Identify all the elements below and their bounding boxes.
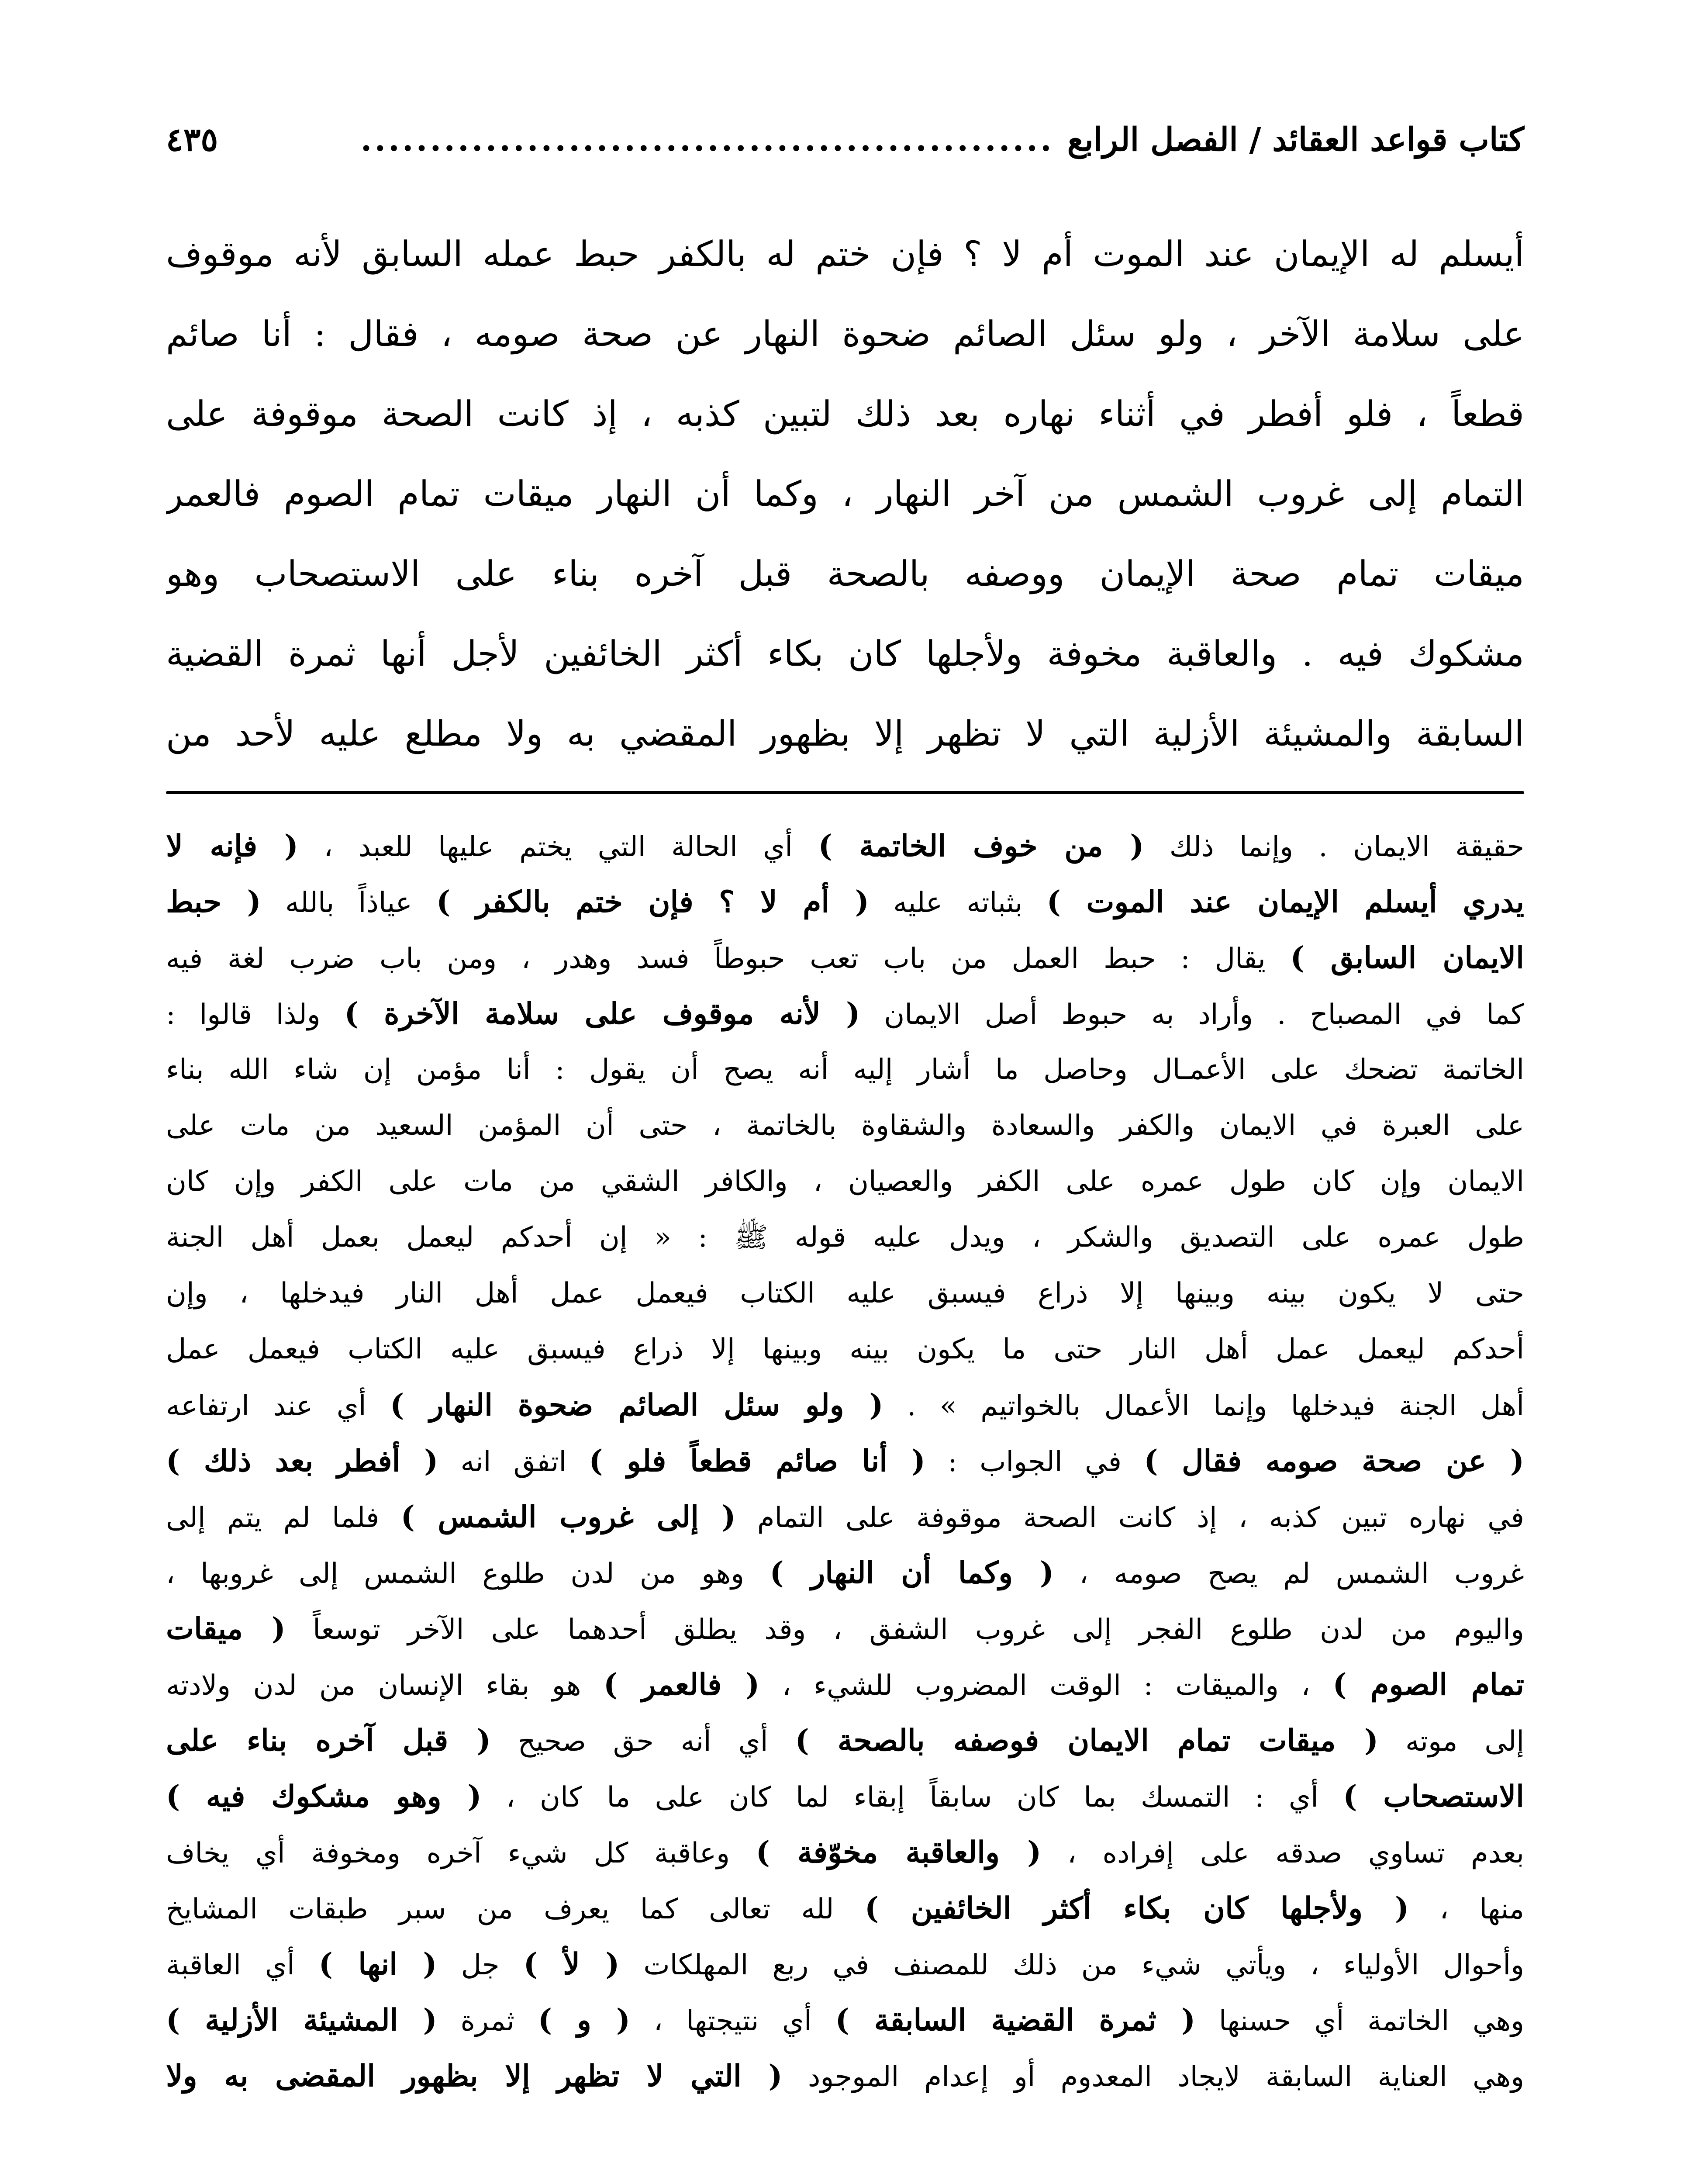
commentary-text: وهي العناية السابقة لايجاد المعدوم أو إعدام الموجود xyxy=(782,2061,1525,2093)
quoted-matn-phrase: الاستصحاب ) xyxy=(1343,1779,1524,1814)
commentary-text: ، والميقات : الوقت المضروب للشيء ، xyxy=(759,1669,1333,1702)
commentary-text: أي نتيجتها ، xyxy=(630,2005,835,2037)
commentary-line xyxy=(166,1713,1524,1769)
commentary-line xyxy=(166,1936,1524,1992)
quoted-matn-phrase: ( ميقات xyxy=(166,1611,286,1646)
commentary-text: إلى موته xyxy=(1378,1725,1525,1758)
quoted-matn-phrase: ( والعاقبة مخوّفة ) xyxy=(756,1835,1042,1870)
main-text xyxy=(166,214,1524,774)
commentary-line xyxy=(166,1042,1524,1098)
commentary-line xyxy=(166,1098,1524,1154)
commentary-text: أي العاقبة xyxy=(166,1949,319,1981)
commentary-text: لله تعالى كما يعرف من سبر طبقات المشايخ xyxy=(166,1893,865,1925)
quoted-matn-phrase: ( عن صحة صومه فقال ) xyxy=(1144,1444,1525,1479)
commentary-text: حقيقة الايمان . وإنما ذلك xyxy=(1144,831,1525,863)
main-text-line: التمام إلى غروب الشمس من آخر النهار ، وكما أن النهار ميقات تمام الصوم فالعمر xyxy=(166,473,1524,514)
commentary-text: الخاتمة تضحك على الأعمـال وحاصل ما أشار إليه أنه يصح أن يقول : أنا مؤمن إن شاء الله بناء xyxy=(166,1054,1525,1086)
commentary-line xyxy=(166,1545,1524,1601)
commentary-text: بثباته عليه xyxy=(869,887,1047,919)
quoted-matn-phrase: ( من خوف الخاتمة ) xyxy=(818,829,1144,864)
commentary-text: وأحوال الأولياء ، ويأتي شيء من ذلك للمصنف في ربع المهلكات xyxy=(619,1949,1525,1981)
quoted-matn-phrase: ( ثمرة القضية السابقة ) xyxy=(835,2003,1196,2038)
commentary-text: غروب الشمس لم يصح صومه ، xyxy=(1054,1558,1525,1590)
commentary-text: عياذاً بالله xyxy=(261,887,437,919)
commentary-text: أي الحالة التي يختم عليها للعبد ، xyxy=(298,831,818,863)
commentary-text: على العبرة في الايمان والكفر والسعادة والشقاوة بالخاتمة ، حتى أن المؤمن السعيد من مات على xyxy=(166,1109,1524,1142)
quoted-matn-phrase: ( قبل آخره بناء على xyxy=(166,1723,491,1758)
quoted-matn-phrase: ( فإنه لا xyxy=(166,829,298,864)
commentary-text: في الجواب : xyxy=(925,1446,1144,1478)
commentary-line xyxy=(166,874,1524,930)
quoted-matn-phrase: ( أنا صائم قطعاً فلو ) xyxy=(589,1444,925,1479)
quoted-matn-phrase: ( إلى غروب الشمس ) xyxy=(400,1500,736,1534)
commentary-line xyxy=(166,1321,1524,1377)
main-text-line: قطعاً ، فلو أفطر في أثناء نهاره بعد ذلك لتبين كذبه ، إذ كانت الصحة موقوفة على xyxy=(166,394,1524,434)
main-text-line: أيسلم له الإيمان عند الموت أم لا ؟ فإن ختم له بالكفر حبط عمله السابق لأنه موقوف xyxy=(166,234,1524,274)
quoted-matn-phrase: ( ميقات تمام الايمان فوصفه بالصحة ) xyxy=(795,1723,1379,1758)
commentary-text: هو بقاء الإنسان من لدن ولادته xyxy=(166,1669,604,1702)
main-text-line: على سلامة الآخر ، ولو سئل الصائم ضحوة النهار عن صحة صومه ، فقال : أنا صائم xyxy=(166,314,1524,354)
commentary-text: طول عمره على التصديق والشكر ، ويدل عليه قوله ﷺ : « إن أحدكم ليعمل بعمل أهل الجنة xyxy=(166,1221,1525,1254)
commentary-text: جل xyxy=(437,1949,524,1981)
page-number: ٤٣٥ xyxy=(166,121,218,159)
chapter-title: كتاب قواعد العقائد / الفصل الرابع xyxy=(1067,121,1524,159)
commentary-text: أحدكم ليعمل عمل أهل النار حتى ما يكون بينه وبينها إلا ذراع فيسبق عليه الكتاب فيعمل عمل xyxy=(166,1333,1524,1365)
main-text-line: السابقة والمشيئة الأزلية التي لا تظهر إلا بظهور المقضي به ولا مطلع عليه لأحد من xyxy=(166,713,1524,754)
commentary-text: أي عند ارتفاعه xyxy=(166,1390,390,1422)
quoted-matn-phrase: ( فالعمر ) xyxy=(603,1667,760,1702)
commentary-text: فلما لم يتم إلى xyxy=(166,1502,401,1534)
commentary-text: وهو من لدن طلوع الشمس إلى غروبها ، xyxy=(166,1558,770,1590)
commentary-text: يقال : حبط العمل من باب تعب حبوطاً فسد وهدر ، ومن باب ضرب لغة فيه xyxy=(166,943,1291,975)
commentary-line xyxy=(166,1433,1524,1489)
commentary-line xyxy=(166,986,1524,1042)
commentary-text: حتى لا يكون بينه وبينها إلا ذراع فيسبق عليه الكتاب فيعمل عمل أهل النار فيدخلها ، وإن xyxy=(166,1277,1524,1310)
commentary-line xyxy=(166,1377,1524,1433)
footnote-divider xyxy=(166,791,1524,794)
quoted-matn-phrase: يدري أيسلم الإيمان عند الموت ) xyxy=(1046,885,1525,919)
quoted-matn-phrase: ( لأنه موقوف على سلامة الآخرة ) xyxy=(344,996,860,1031)
commentary-line xyxy=(166,818,1524,874)
quoted-matn-phrase: ( انها ) xyxy=(318,1947,437,1982)
commentary-text: أهل الجنة فيدخلها وإنما الأعمال بالخواتيم » . xyxy=(883,1390,1525,1422)
commentary-text: واليوم من لدن طلوع الفجر إلى غروب الشفق ، وقد يطلق أحدهما على الآخر توسعاً xyxy=(285,1614,1524,1646)
commentary-text: ثمرة xyxy=(437,2005,538,2037)
book-page xyxy=(166,0,1524,2156)
commentary-line xyxy=(166,1825,1524,1880)
quoted-matn-phrase: ( أفطر بعد ذلك ) xyxy=(166,1444,438,1479)
running-header xyxy=(166,118,1524,162)
commentary-line xyxy=(166,1880,1524,1936)
commentary-text: الايمان وإن كان طول عمره على الكفر والعصيان ، والكافر الشقي من مات على الكفر وإن كان xyxy=(166,1165,1524,1198)
commentary-text: في نهاره تبين كذبه ، إذ كانت الصحة موقوفة على التمام xyxy=(735,1502,1525,1534)
quoted-matn-phrase: ( التي لا تظهر إلا بظهور المقضى به ولا xyxy=(166,2059,783,2094)
commentary-line xyxy=(166,1992,1524,2048)
commentary-text: منها ، xyxy=(1409,1893,1524,1925)
quoted-matn-phrase: ( وكما أن النهار ) xyxy=(770,1555,1054,1590)
main-text-line: مشكوك فيه . والعاقبة مخوفة ولأجلها كان بكاء أكثر الخائفين لأجل أنها ثمرة القضية xyxy=(166,633,1524,674)
quoted-matn-phrase: ( لأ ) xyxy=(523,1947,620,1982)
quoted-matn-phrase: ( حبط xyxy=(166,885,261,919)
commentary-line xyxy=(166,1657,1524,1713)
commentary-text: اتفق انه xyxy=(438,1446,589,1478)
commentary-text: كما في المصباح . وأراد به حبوط أصل الايمان xyxy=(860,999,1525,1031)
commentary-text: أي : التمسك بما كان سابقاً إبقاء لما كان على ما كان ، xyxy=(481,1781,1343,1814)
quoted-matn-phrase: ( ولو سئل الصائم ضحوة النهار ) xyxy=(390,1388,883,1423)
commentary-text: أي أنه حق صحيح xyxy=(490,1725,795,1758)
commentary-line xyxy=(166,930,1524,986)
main-text-line: ميقات تمام صحة الإيمان ووصفه بالصحة قبل آخره بناء على الاستصحاب وهو xyxy=(166,553,1524,594)
quoted-matn-phrase: ( و ) xyxy=(538,2003,631,2038)
commentary-line xyxy=(166,1209,1524,1265)
commentary-text: ولذا قالوا : xyxy=(166,999,345,1031)
commentary-text: وهي الخاتمة أي حسنها xyxy=(1195,2005,1525,2037)
commentary-text: بعدم تساوي صدقه على إفراده ، xyxy=(1041,1837,1525,1870)
commentary xyxy=(166,818,1524,2104)
quoted-matn-phrase: الايمان السابق ) xyxy=(1290,940,1525,975)
commentary-line xyxy=(166,1769,1524,1825)
quoted-matn-phrase: تمام الصوم ) xyxy=(1332,1667,1525,1702)
quoted-matn-phrase: ( أم لا ؟ فإن ختم بالكفر ) xyxy=(436,885,869,919)
commentary-line xyxy=(166,1154,1524,1209)
commentary-line xyxy=(166,1601,1524,1657)
quoted-matn-phrase: ( المشيئة الأزلية ) xyxy=(166,2003,437,2038)
commentary-line xyxy=(166,2048,1524,2104)
commentary-line xyxy=(166,1489,1524,1545)
leader-dots: .................................................. xyxy=(360,121,1054,159)
commentary-line xyxy=(166,1265,1524,1321)
commentary-text: وعاقبة كل شيء آخره ومخوفة أي يخاف xyxy=(166,1837,756,1870)
quoted-matn-phrase: ( وهو مشكوك فيه ) xyxy=(166,1779,482,1814)
quoted-matn-phrase: ( ولأجلها كان بكاء أكثر الخائفين ) xyxy=(864,1891,1409,1926)
